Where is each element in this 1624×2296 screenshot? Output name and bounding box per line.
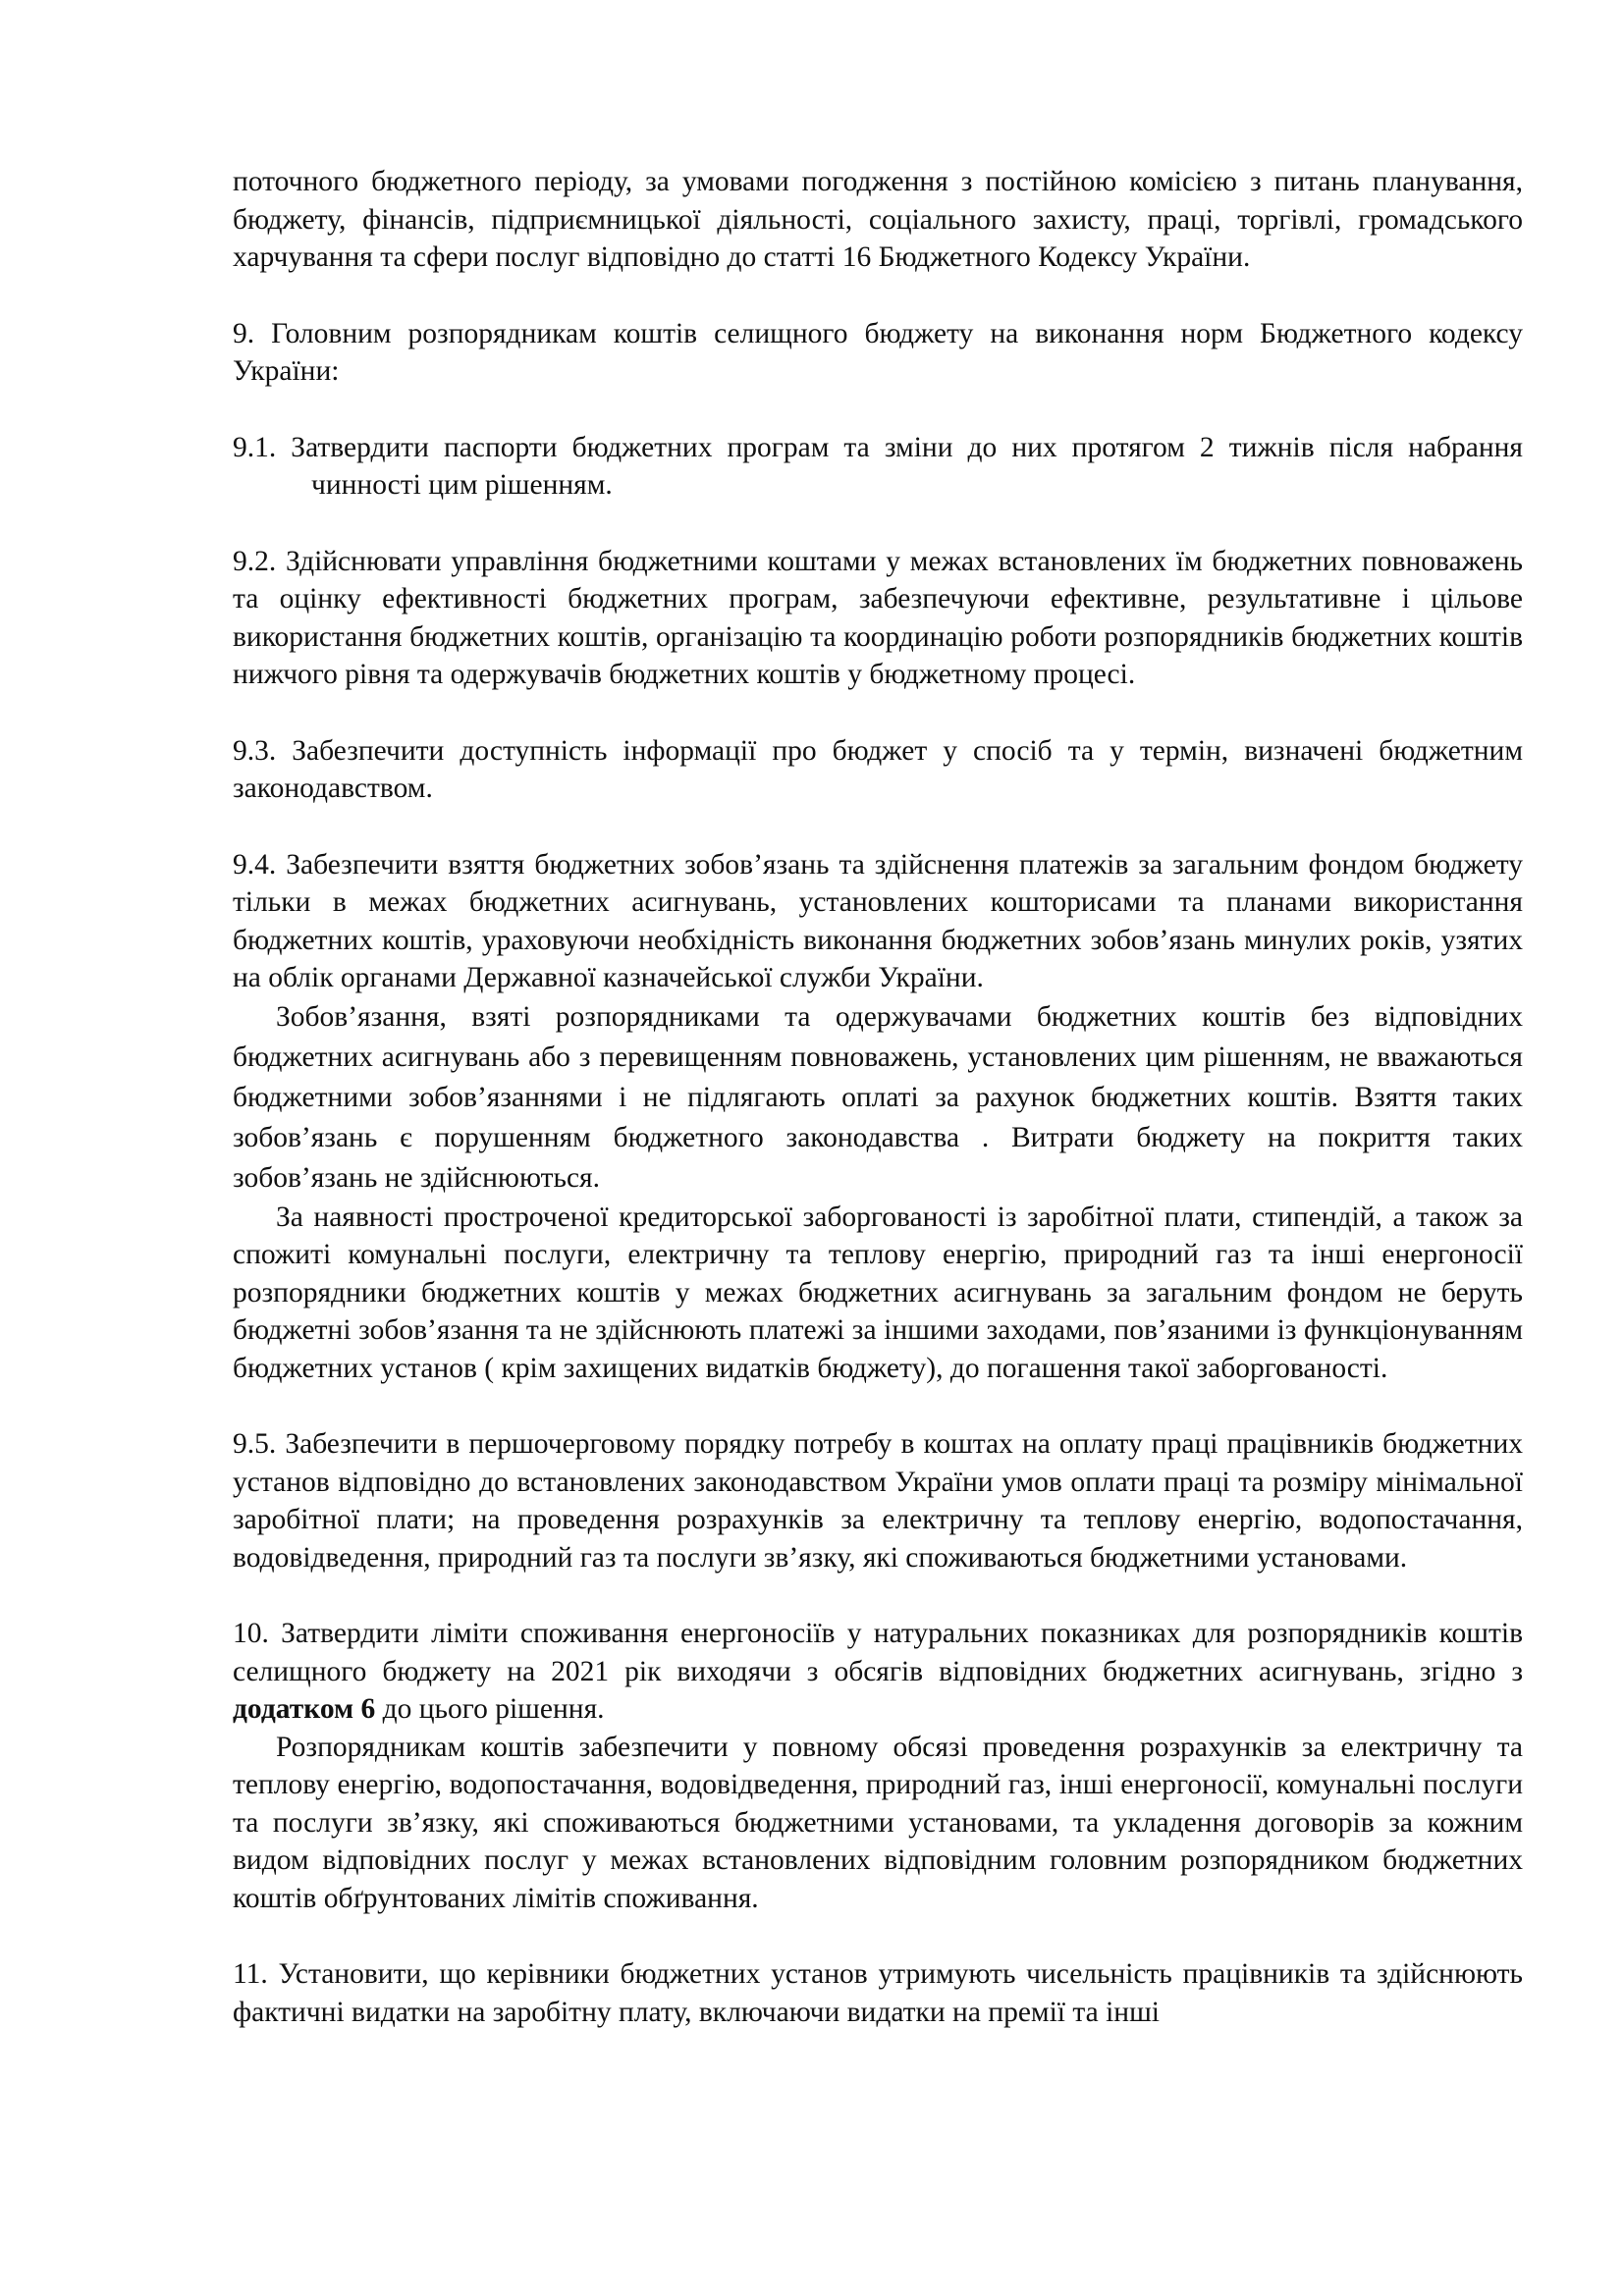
document-page [233, 163, 1523, 2031]
paragraph-item-9-4-arrears: За наявності простроченої кредиторської заборгованості із заробітної плати, стипендій, а також за спожиті комунальні послуги, електричну та теплову енергію, природний газ та інші енергоносії розпорядники бюджетних коштів у межах бюджетних асигнувань за загальним фондом не беруть бюджетні зобов’язання та не здійснюють платежі за іншими заходами, пов’язаними із функціонуванням бюджетних установ ( крім захищених видатків бюджету), до погашення такої заборгованості. [233, 1201, 1523, 1384]
paragraph-item-9: 9. Головним розпорядникам коштів селищного бюджету на виконання норм Бюджетного кодексу України: [233, 317, 1523, 387]
paragraph-item-9-5: 9.5. Забезпечити в першочерговому порядку потребу в коштах на оплату праці працівників бюджетних установ відповідно до встановлених законодавством України умов оплати праці та розміру мінімальної заробітної плати; на проведення розрахунків за електричну та теплову енергію, водопостачання, водовідведення, природний газ та послуги зв’язку, які споживаються бюджетними установами. [233, 1428, 1523, 1574]
paragraph-item-9-3: 9.3. Забезпечити доступність інформації про бюджет у спосіб та у термін, визначені бюджетним законодавством. [233, 734, 1523, 804]
paragraph-item-10-settlements: Розпорядникам коштів забезпечити у повному обсязі проведення розрахунків за електричну та теплову енергію, водопостачання, водовідведення, природний газ, інші енергоносії, комунальні послуги та послуги зв’язку, які споживаються бюджетними установами, та укладення договорів за кожним видом відповідних послуг у межах встановлених відповідним головним розпорядником бюджетних коштів обґрунтованих лімітів споживання. [233, 1731, 1523, 1914]
paragraph-item-10-text: 10. Затвердити ліміти споживання енергоносіїв у натуральних показниках для розпорядників коштів селищного бюджету на 2021 рік виходячи з обсягів відповідних бюджетних асигнувань, згідно з [233, 1618, 1523, 1687]
appendix-6-reference: додатком 6 [233, 1693, 376, 1725]
paragraph-item-10 [233, 1615, 1523, 1729]
paragraph-budget-period: поточного бюджетного періоду, за умовами погодження з постійною комісією з питань планування, бюджету, фінансів, підприємницької діяльності, соціального захисту, праці, торгівлі, громадського харчування та сфери послуг відповідно до статті 16 Бюджетного Кодексу України. [233, 166, 1523, 273]
paragraph-item-9-1: 9.1. Затвердити паспорти бюджетних програм та зміни до них протягом 2 тижнів після набрання чинності цим рішенням. [233, 431, 1523, 501]
paragraph-item-11: 11. Установити, що керівники бюджетних установ утримують чисельність працівників та здійснюють фактичні видатки на заробітну плату, включаючи видатки на премії та інші [233, 1958, 1523, 2028]
paragraph-item-9-4: 9.4. Забезпечити взяття бюджетних зобов’язань та здійснення платежів за загальним фондом бюджету тільки в межах бюджетних асигнувань, установлених кошторисами та планами використання бюджетних коштів, ураховуючи необхідність виконання бюджетних зобов’язань минулих років, узятих на облік органами Державної казначейської служби України. [233, 848, 1523, 993]
paragraph-item-10-end: до цього рішення. [375, 1693, 605, 1725]
paragraph-item-9-2: 9.2. Здійснювати управління бюджетними коштами у межах встановлених їм бюджетних повноважень та оцінку ефективності бюджетних програм, забезпечуючи ефективне, результативне і цільове використання бюджетних коштів, організацію та координацію роботи розпорядників бюджетних коштів нижчого рівня та одержувачів бюджетних коштів у бюджетному процесі. [233, 545, 1523, 690]
paragraph-item-9-4-obligations: Зобов’язання, взяті розпорядниками та одержувачами бюджетних коштів без відповідних бюджетних асигнувань або з перевищенням повноважень, установлених цим рішенням, не вважаються бюджетними зобов’язаннями і не підлягають оплаті за рахунок бюджетних коштів. Взяття таких зобов’язань є порушенням бюджетного законодавства . Витрати бюджету на покриття таких зобов’язань не здійснюються. [233, 1000, 1523, 1194]
